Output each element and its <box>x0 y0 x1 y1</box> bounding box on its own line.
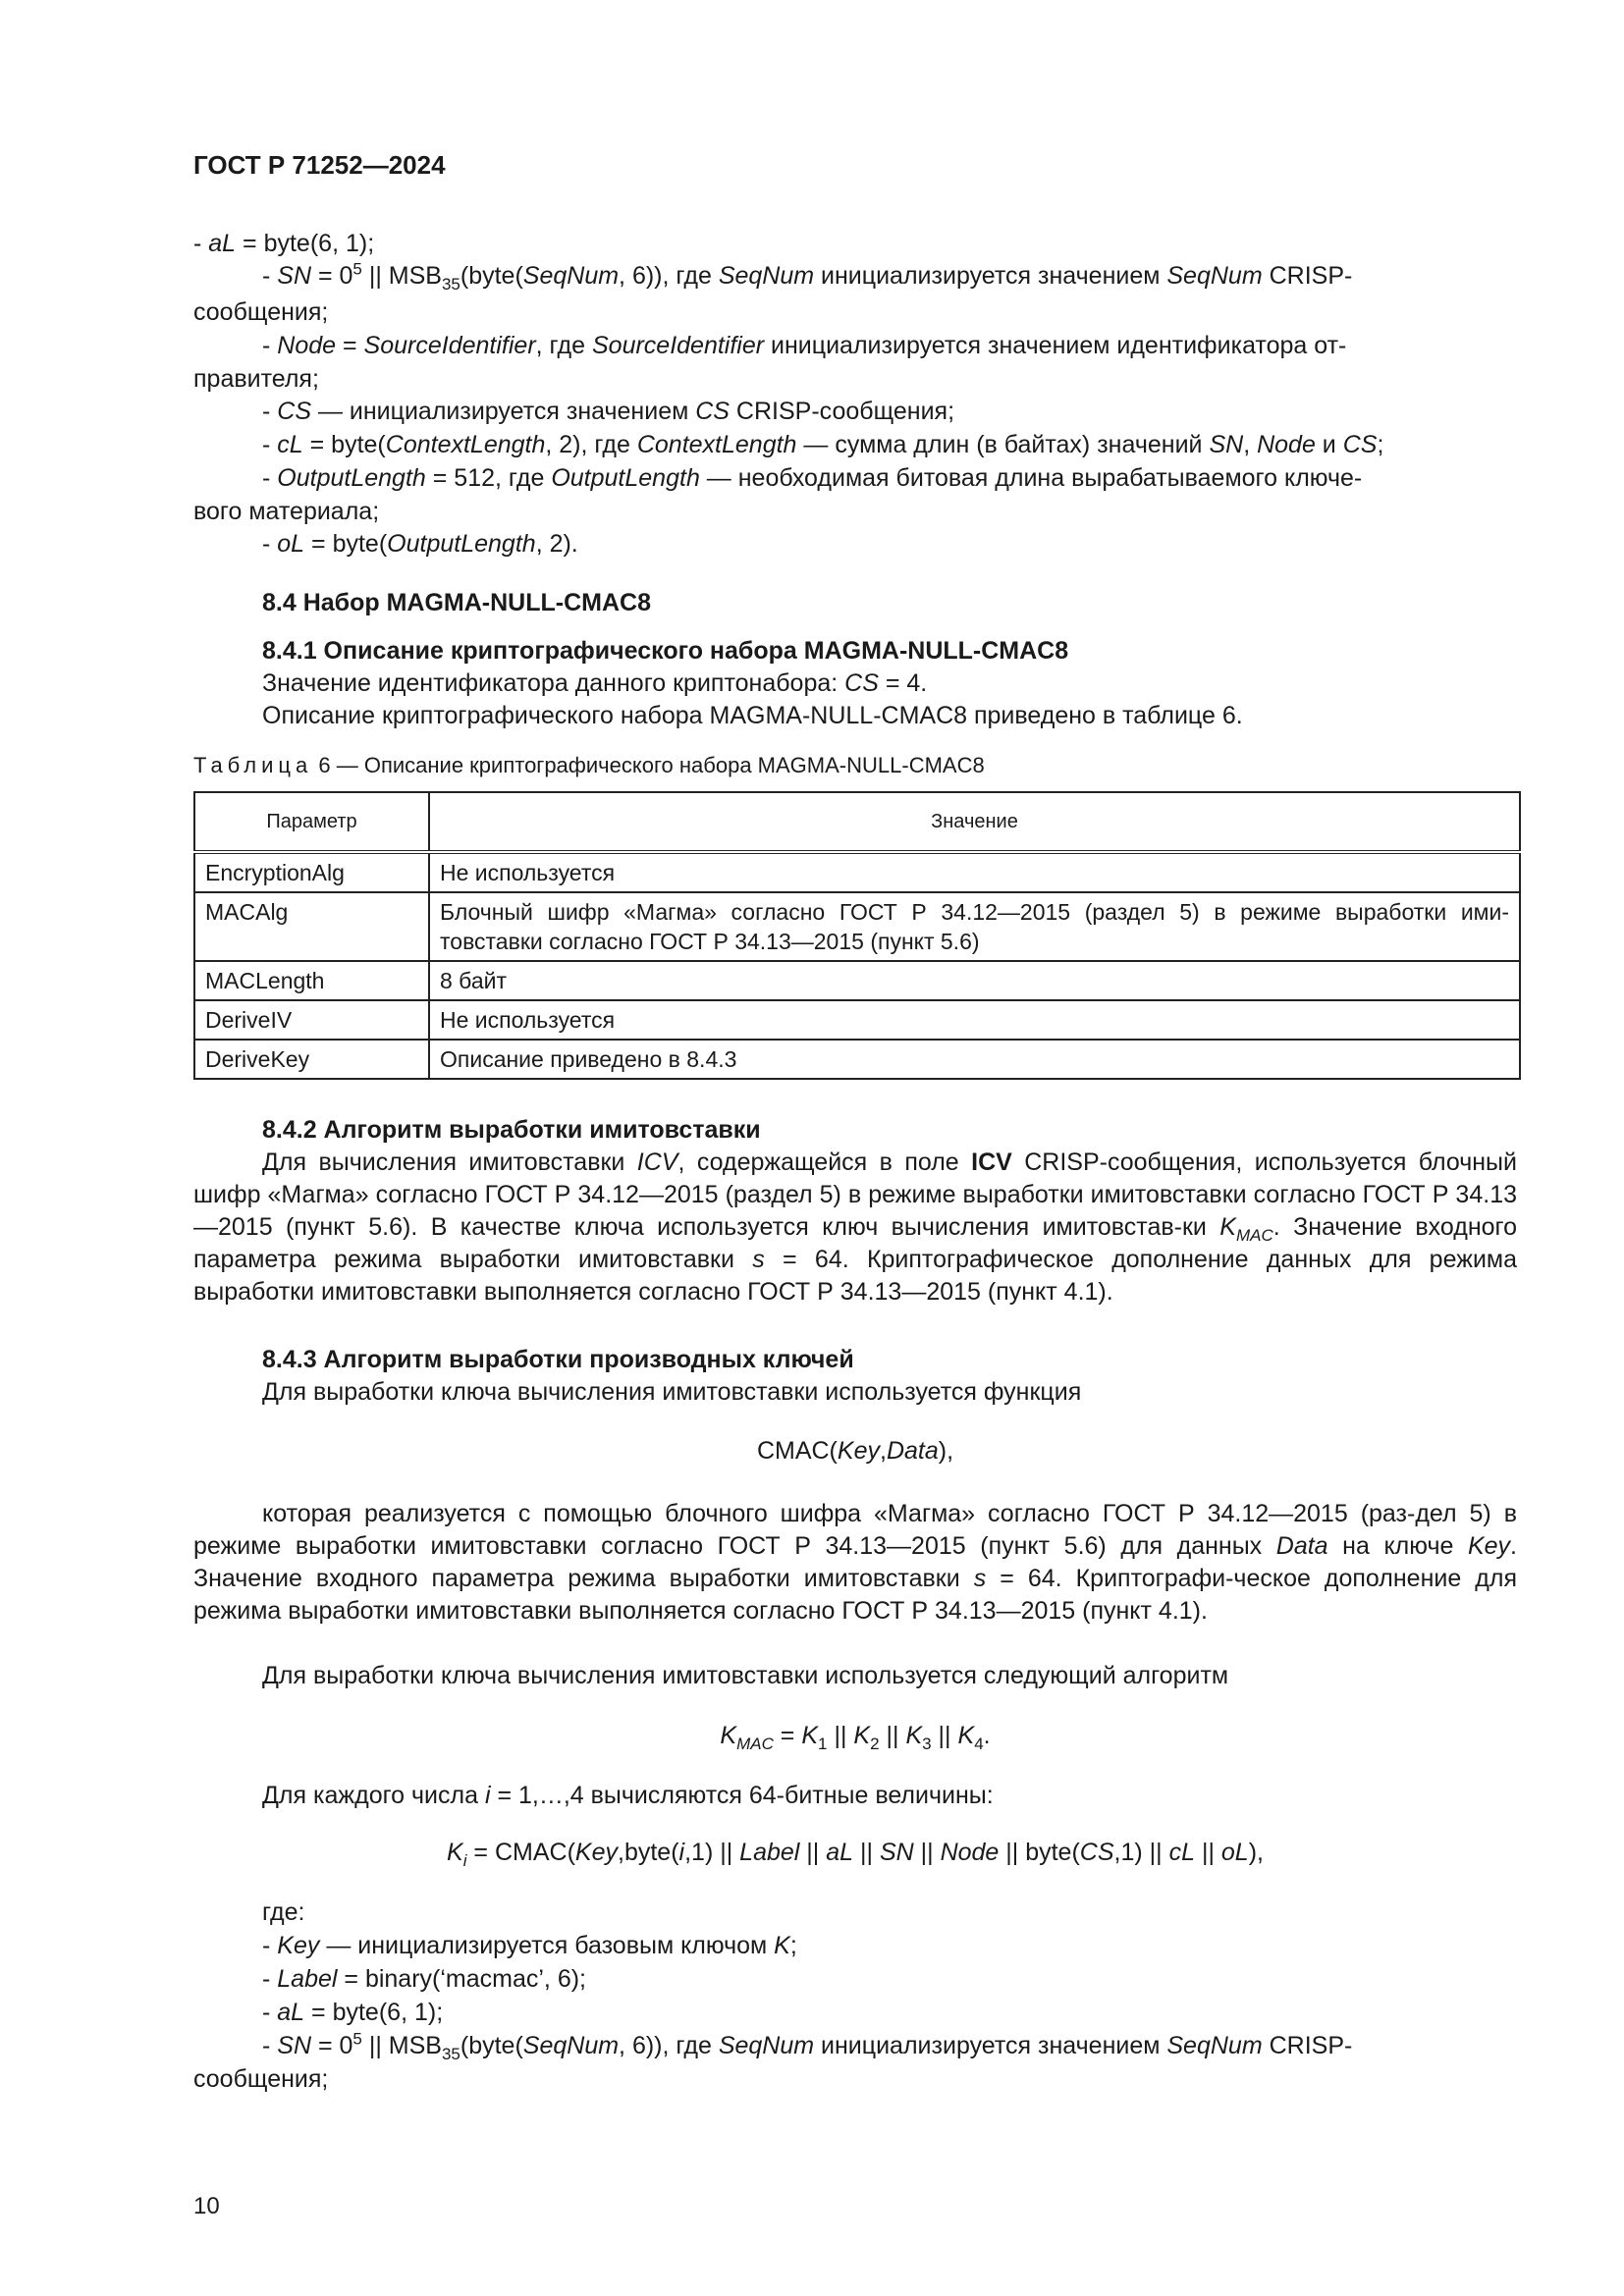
list-item-al: - aL = byte(6, 1); <box>193 230 375 257</box>
list-item-outputlength-cont: вого материала; <box>193 498 380 525</box>
cmac-description-paragraph: которая реализуется с помощью блочного шифра «Магма» согласно ГОСТ Р 34.12—2015 (раз-дел 5) в режиме выработки имитовставки согласно ГОСТ Р 34.13—2015 (пункт 5.6) для данных Data на ключе Key. Значение входного параметра режима выработки имитовставки s = 64. Криптографи-ческое дополнение для режима выработки имитовставки выполняется согласно ГОСТ Р 34.13—2015 (пункт 4.1). <box>193 1500 1517 1625</box>
table-cell-value: Не используется <box>429 852 1520 892</box>
cs-value-line: Значение идентификатора данного криптонабора: CS = 4. <box>262 669 928 697</box>
formula-cmac: CMAC(Key,Data), <box>756 1437 954 1465</box>
where-label: где: <box>262 1898 305 1926</box>
list-item-label: - Label = binary(‘macmac’, 6); <box>262 1965 586 1993</box>
parameters-table <box>193 791 1521 1080</box>
list-item-sn-cont: сообщения; <box>193 298 329 326</box>
section-8-4-1-title: 8.4.1 Описание криптографического набора MAGMA-NULL-CMAC8 <box>262 637 1069 665</box>
column-header-param: Параметр <box>194 792 429 852</box>
list-item-cs: - CS — инициализируется значением CS CRISP-сообщения; <box>262 398 955 425</box>
table-reference-line: Описание криптографического набора MAGMA-NULL-CMAC8 приведено в таблице 6. <box>262 702 1243 729</box>
list-item-node-cont: правителя; <box>193 365 319 393</box>
list-item-ol: - oL = byte(OutputLength, 2). <box>262 530 578 558</box>
table-cell-value: Блочный шифр «Магма» согласно ГОСТ Р 34.12—2015 (раздел 5) в режиме выработки ими-товставки согласно ГОСТ Р 34.13—2015 (пункт 5.6) <box>429 892 1520 961</box>
table-row <box>194 852 1520 892</box>
table-row <box>194 961 1520 1000</box>
table-cell-param: MACLength <box>194 961 429 1000</box>
section-8-4-3-title: 8.4.3 Алгоритм выработки производных ключей <box>262 1346 854 1373</box>
list-item-cl: - cL = byte(ContextLength, 2), где ContextLength — сумма длин (в байтах) значений SN, Node и CS; <box>262 431 1384 458</box>
section-8-4-title: 8.4 Набор MAGMA-NULL-CMAC8 <box>262 589 651 616</box>
table-cell-param: DeriveKey <box>194 1040 429 1079</box>
formula-ki: $K_i$ = CMAC(Key,byte(i,1) || Label || aL || SN || Node || byte(CS,1) || cL || oL), <box>447 1839 1264 1870</box>
page-number: 10 <box>193 2193 220 2219</box>
table-header-row <box>194 792 1520 852</box>
table-cell-value: Не используется <box>429 1000 1520 1040</box>
table-row <box>194 892 1520 961</box>
table-cell-value: Описание приведено в 8.4.3 <box>429 1040 1520 1079</box>
algorithm-intro: Для выработки ключа вычисления имитовставки используется следующий алгоритм <box>262 1662 1229 1689</box>
section-8-4-2-paragraph: Для вычисления имитовставки ICV, содержащейся в поле ICV CRISP-сообщения, используется блочный шифр «Магма» согласно ГОСТ Р 34.12—2015 (раздел 5) в режиме выработки имитовставки согласно ГОСТ Р 34.13—2015 (пункт 5.6). В качестве ключа используется ключ вычисления имитовстав-ки $K_{MAC}$. Значение входного параметра режима выработки имитовставки s = 64. Криптографическое дополнение данных для режима выработки имитовставки выполняется согласно ГОСТ Р 34.13—2015 (пункт 4.1). <box>193 1148 1517 1306</box>
formula-kmac: $K_{MAC} = K_1$ || $K_2$ || $K_3$ || $K_4$. <box>720 1722 991 1753</box>
table-cell-value: 8 байт <box>429 961 1520 1000</box>
cmac-intro: Для выработки ключа вычисления имитовставки используется функция <box>262 1378 1082 1406</box>
table-cell-param: MACAlg <box>194 892 429 961</box>
section-8-4-2-title: 8.4.2 Алгоритм выработки имитовставки <box>262 1116 761 1144</box>
list-item-al-2: - aL = byte(6, 1); <box>262 1999 444 2026</box>
column-header-value: Значение <box>429 792 1520 852</box>
iteration-intro: Для каждого числа i = 1,…,4 вычисляются 64-битные величины: <box>262 1782 994 1809</box>
table-caption: Таблица 6 — Описание криптографического набора MAGMA-NULL-CMAC8 <box>193 753 985 777</box>
list-item-sn-2-cont: сообщения; <box>193 2065 329 2093</box>
list-item-outputlength: - OutputLength = 512, где OutputLength — необходимая битовая длина вырабатываемого ключе- <box>262 464 1363 492</box>
list-item-key: - Key — инициализируется базовым ключом K; <box>262 1932 797 1959</box>
table-row <box>194 1040 1520 1079</box>
document-header: ГОСТ Р 71252—2024 <box>193 150 446 180</box>
list-item-sn-2: - SN = $0^5$ || $MSB_{35}(byte(SeqNum$, 6)), где SeqNum инициализируется значением SeqNum CRISP- <box>262 2029 1353 2063</box>
table-cell-param: EncryptionAlg <box>194 852 429 892</box>
list-item-node: - Node = SourceIdentifier, где SourceIdentifier инициализируется значением идентификатора от- <box>262 332 1347 359</box>
list-item-sn: - SN = $0^5$ || $MSB_{35}(byte(SeqNum$, 6)), где SeqNum инициализируется значением SeqNum CRISP- <box>262 259 1353 294</box>
table-row <box>194 1000 1520 1040</box>
table-cell-param: DeriveIV <box>194 1000 429 1040</box>
